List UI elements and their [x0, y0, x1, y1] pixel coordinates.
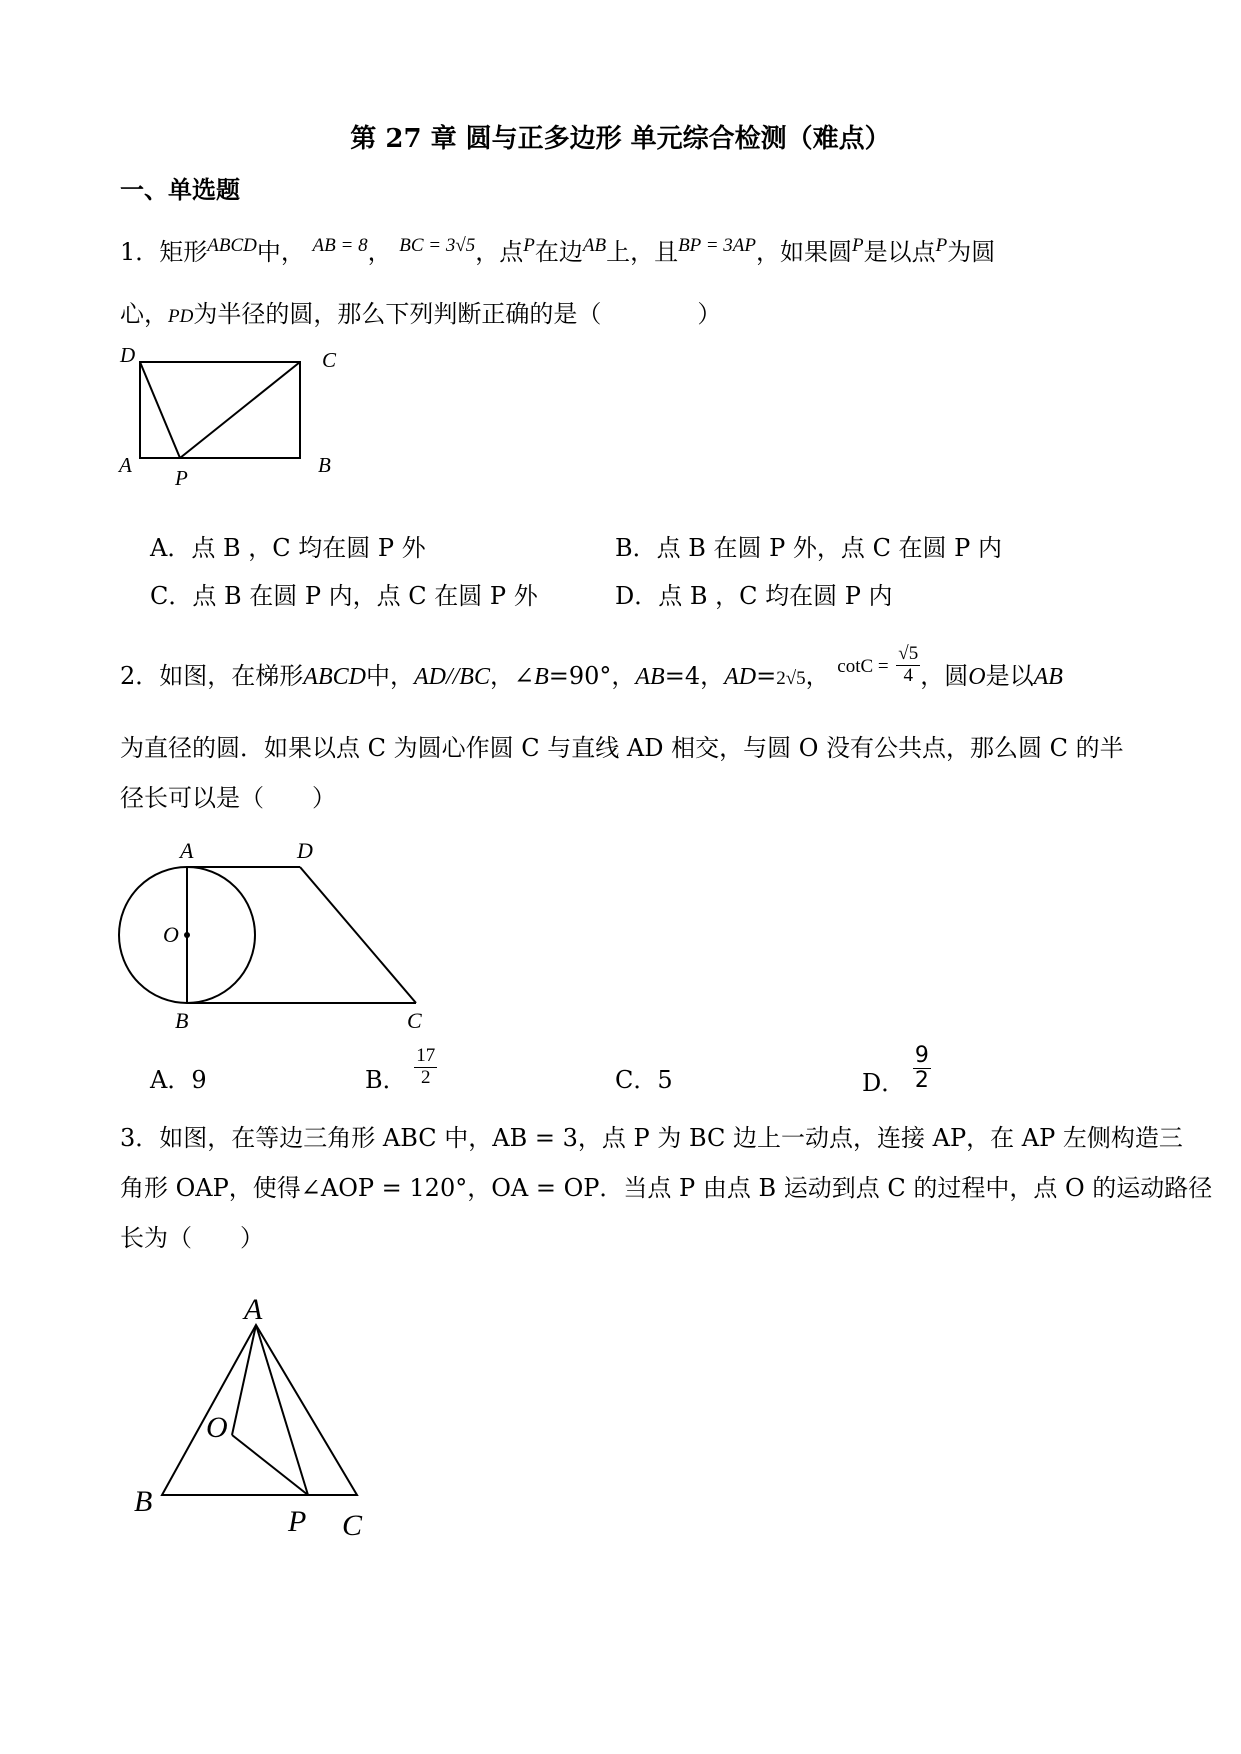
q1-text: ，如果圆: [755, 238, 852, 266]
q2-text: ，∠: [489, 661, 535, 690]
q2-text: =4，: [664, 661, 725, 690]
q1-text: ，: [367, 238, 392, 266]
q1-text: 心，: [120, 300, 168, 328]
q2-option-d[interactable]: [862, 1043, 931, 1098]
q2-option-b-num: 17: [416, 1045, 436, 1067]
q1-abcd: ABCD: [207, 235, 257, 256]
q2-trapezoid-figure: [105, 832, 445, 1032]
q3-line1: 3．如图，在等边三角形 ABC 中，AB = 3，点 P 为 BC 边上一动点，连接 AP，在 AP 左侧构造三: [120, 1124, 1183, 1152]
q2-cot-fraction: [896, 644, 920, 687]
q1-number: 1．矩形: [120, 238, 208, 266]
q2-option-b[interactable]: [365, 1045, 437, 1094]
segment-cp: [180, 362, 300, 458]
q1-text: 上，且: [606, 238, 679, 266]
q1-line2: [120, 302, 721, 326]
q2-option-d-num: 9: [914, 1043, 929, 1068]
q1-option-d[interactable]: D．点 B ，C 均在圆 P 内: [615, 582, 893, 610]
q1-p: P: [851, 235, 864, 256]
q1-line1: [120, 236, 995, 264]
rectangle-abcd: [140, 362, 300, 458]
label-b: B: [134, 1485, 153, 1518]
q2-ad-parallel-bc: AD//BC: [413, 663, 490, 690]
label-o: O: [206, 1411, 228, 1444]
q2-cot: cotC =: [837, 655, 889, 677]
q1-ab-side: AB: [582, 235, 607, 256]
q1-text: ，点: [475, 238, 524, 266]
segment-ap: [256, 1325, 308, 1495]
q2-text: 中，: [365, 661, 414, 690]
label-a: A: [119, 453, 132, 477]
q1-text: 在边: [534, 238, 583, 266]
segment-ao: [232, 1325, 256, 1435]
label-d: D: [297, 838, 313, 863]
q2-angle-b: B: [534, 663, 549, 690]
q2-cot-den: 4: [903, 664, 914, 686]
label-p: P: [288, 1505, 307, 1538]
q1-text: 是以点: [863, 238, 936, 266]
label-a: A: [180, 838, 194, 863]
q1-ab: AB = 8: [312, 235, 368, 256]
q1-bc: BC = 3√5: [399, 235, 476, 256]
q2-ab: AB: [635, 663, 665, 690]
q2-ad: AD: [724, 663, 757, 690]
q3-triangle-figure: [120, 1285, 380, 1545]
q2-option-a[interactable]: A．9: [150, 1066, 207, 1094]
q2-option-d-den: 2: [914, 1068, 929, 1094]
q2-option-b-label: B．: [365, 1066, 407, 1094]
q1-p: P: [935, 235, 948, 256]
label-d: D: [120, 343, 136, 367]
label-o: O: [163, 922, 179, 947]
label-c: C: [407, 1008, 422, 1032]
page-title: 第 27 章 圆与正多边形 单元综合检测（难点）: [350, 124, 891, 154]
q1-text: 为半径的圆，那么下列判断正确的是（ ）: [193, 300, 722, 328]
q1-option-c[interactable]: C．点 B 在圆 P 内，点 C 在圆 P 外: [150, 582, 538, 610]
q2-line3: 径长可以是（ ）: [120, 784, 336, 812]
q2-option-c[interactable]: C．5: [615, 1066, 673, 1094]
label-a: A: [244, 1293, 263, 1326]
section-heading: 一、单选题: [120, 175, 240, 204]
q2-line1: 2．如图，在梯形ABCD中，AD//BC，∠B=90°，AB=4，AD=2√5， $^{cotC =}$ $\frac{√5}{4}$ ，圆O是以AB: [120, 643, 1063, 690]
label-b: B: [318, 453, 331, 477]
q2-text: 2．如图，在梯形: [120, 661, 304, 690]
q2-option-d-label: D．: [862, 1069, 906, 1098]
q2-line2: 为直径的圆．如果以点 C 为圆心作圆 C 与直线 AD 相交，与圆 O 没有公共点，那么圆 C 的半: [120, 734, 1124, 762]
q2-cot-num: √5: [898, 643, 919, 664]
label-p: P: [175, 466, 188, 490]
q2-text: =90°，: [548, 661, 636, 690]
q2-text: =: [756, 661, 777, 690]
q3-line2: 角形 OAP，使得∠AOP = 120°，OA = OP．当点 P 由点 B 运动到点 C 的过程中，点 O 的运动路径: [120, 1174, 1213, 1202]
q1-option-b[interactable]: B．点 B 在圆 P 外，点 C 在圆 P 内: [615, 534, 1002, 562]
q2-option-b-fraction: [414, 1046, 437, 1089]
q2-option-d-fraction: [913, 1044, 931, 1093]
segment-dc: [300, 867, 416, 1003]
q1-option-a[interactable]: A．点 B ，C 均在圆 P 外: [150, 534, 426, 562]
q2-text: 是以: [985, 661, 1034, 690]
segment-op: [232, 1435, 308, 1495]
q1-rectangle-figure: [110, 340, 360, 490]
q2-text: ，圆: [920, 661, 969, 690]
q2-o: O: [968, 663, 986, 690]
q1-bp: BP = 3AP: [678, 235, 756, 256]
q2-ab-diam: AB: [1033, 663, 1063, 690]
label-c: C: [322, 348, 337, 372]
q1-text: 为圆: [947, 238, 996, 266]
triangle-abc: [162, 1325, 357, 1495]
q1-text: 中，: [256, 238, 305, 266]
q3-line3: 长为（ ）: [120, 1224, 264, 1252]
q1-p: P: [523, 235, 535, 256]
q2-option-b-den: 2: [421, 1067, 431, 1088]
label-b: B: [175, 1008, 189, 1032]
q1-pd: PD: [168, 306, 194, 327]
q2-text: ，: [805, 661, 830, 690]
segment-dp: [140, 362, 180, 458]
label-c: C: [342, 1509, 363, 1542]
center-point-o: [184, 932, 190, 938]
q2-abcd: ABCD: [303, 663, 366, 690]
